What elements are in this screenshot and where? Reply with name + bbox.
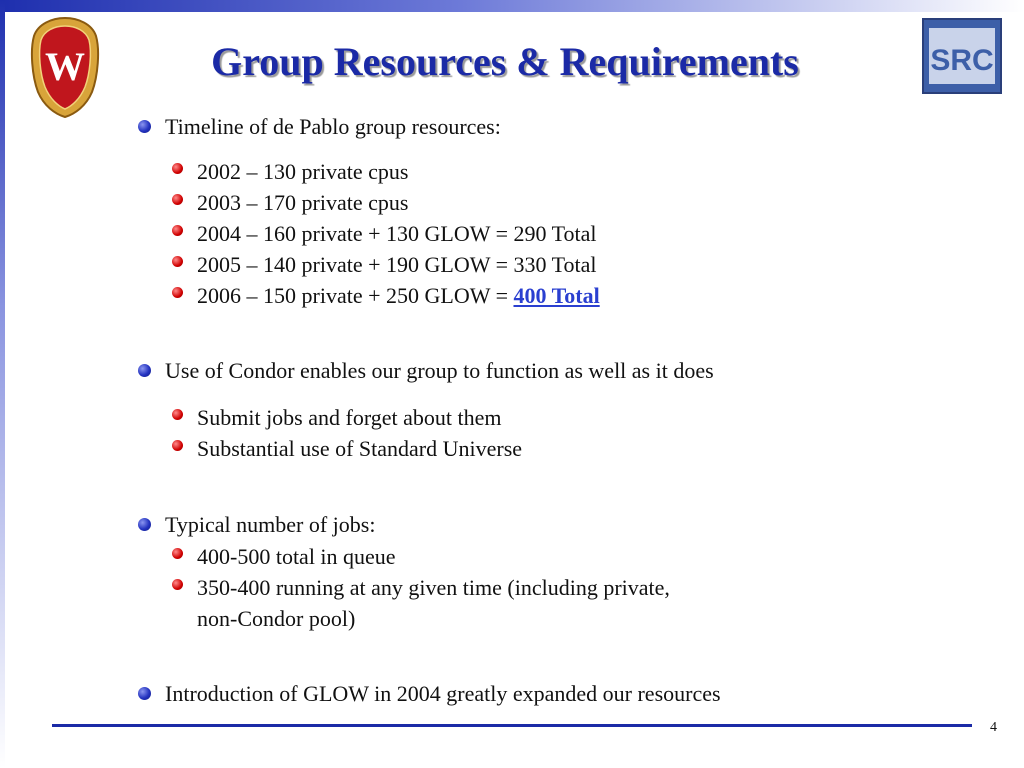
sub-bullet-icon <box>172 548 183 559</box>
sub-bullet-icon <box>172 256 183 267</box>
footer-divider <box>52 724 972 727</box>
page-number: 4 <box>990 720 997 735</box>
sub-bullet-icon <box>172 194 183 205</box>
page-title: Group Resources & Requirements <box>211 39 799 84</box>
sub-bullet-icon <box>172 163 183 174</box>
sub-bullet-icon <box>172 579 183 590</box>
bullet-icon <box>138 120 151 133</box>
sub-bullet-icon <box>172 409 183 420</box>
sub-bullet-icon <box>172 287 183 298</box>
src-logo-text: SRC <box>930 44 994 77</box>
slide-content: Timeline of de Pablo group resources: 2002 – 130 private cpus 2003 – 170 private cpus 2004 – 160 private + 130 GLOW = 290 Total 2005 – 140 private + 190 GLOW = 330 Total 2006 – 150 private + 250 GLOW = 400 Total Use of Condor enables our group to function as well as it does Submit jobs and forget about them Substantial use of Standard Universe Typical number of jobs: 400-500 total in queue 350-400 running at any given time (including private, non-Condor pool) Introduction of GLOW in 2004 greatly expanded our resources <box>0 0 1024 768</box>
bullet-icon <box>138 687 151 700</box>
highlight-total: 400 Total <box>513 283 600 308</box>
bullet-icon <box>138 364 151 377</box>
sub-bullet-icon <box>172 440 183 451</box>
sub-bullet-icon <box>172 225 183 236</box>
bullet-icon <box>138 518 151 531</box>
crest-letter: W <box>45 44 85 89</box>
